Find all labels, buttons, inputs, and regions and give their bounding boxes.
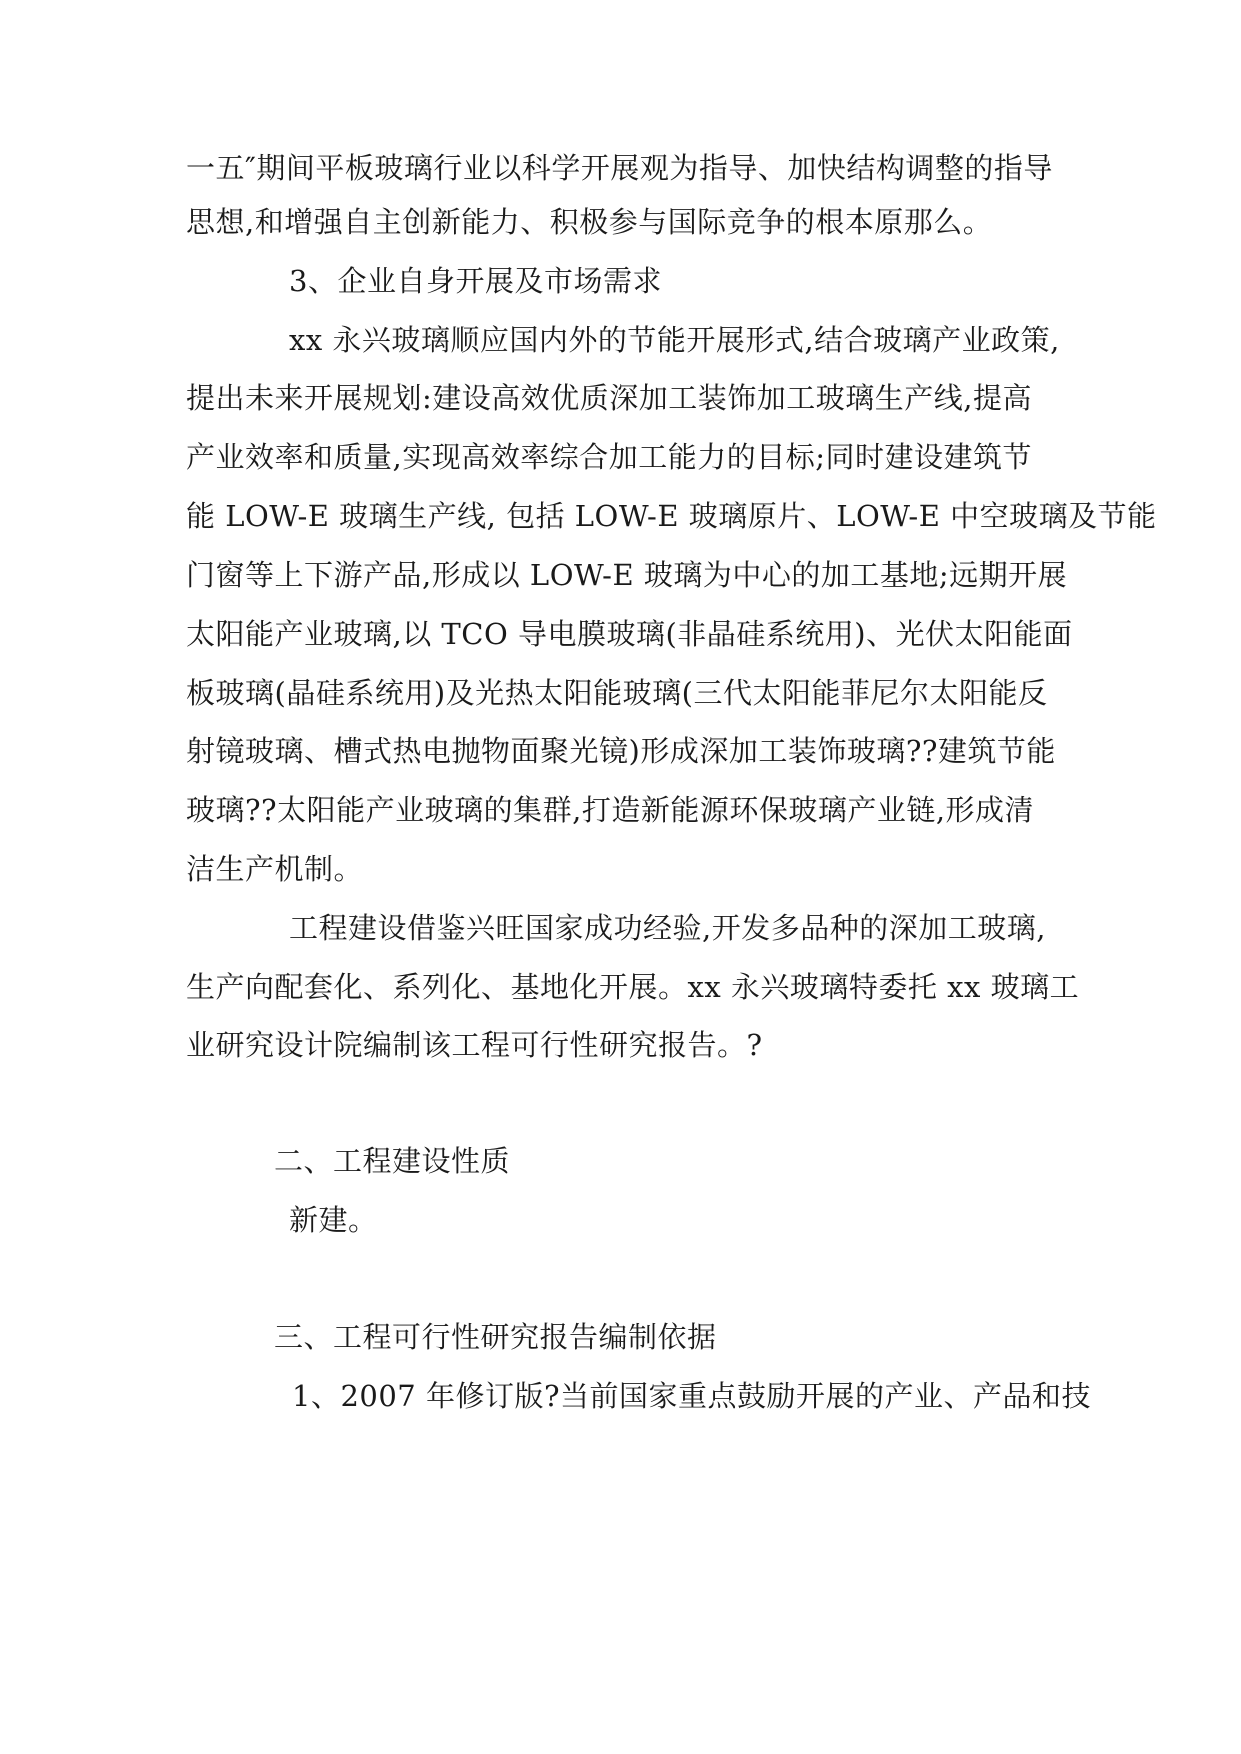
paragraph-line: 产业效率和质量,实现高效率综合加工能力的目标;同时建设建筑节 (186, 440, 1032, 474)
paragraph-line: 能 LOW-E 玻璃生产线, 包括 LOW-E 玻璃原片、LOW-E 中空玻璃及节能 (186, 499, 1157, 533)
paragraph-line: 门窗等上下游产品,形成以 LOW-E 玻璃为中心的加工基地;远期开展 (186, 558, 1068, 592)
paragraph-line: 生产向配套化、系列化、基地化开展。xx 永兴玻璃特委托 xx 玻璃工 (186, 970, 1080, 1004)
section-heading: 二、工程建设性质 (274, 1144, 511, 1178)
paragraph-line: xx 永兴玻璃顺应国内外的节能开展形式,结合玻璃产业政策, (289, 323, 1060, 357)
paragraph-line: 1、2007 年修订版?当前国家重点鼓励开展的产业、产品和技 (292, 1379, 1092, 1413)
paragraph-line: 射镜玻璃、槽式热电抛物面聚光镜)形成深加工装饰玻璃??建筑节能 (186, 734, 1056, 768)
paragraph-line: 玻璃??太阳能产业玻璃的集群,打造新能源环保玻璃产业链,形成清 (186, 793, 1035, 827)
section-heading: 3、企业自身开展及市场需求 (289, 264, 662, 298)
paragraph-line: 太阳能产业玻璃,以 TCO 导电膜玻璃(非晶硅系统用)、光伏太阳能面 (186, 617, 1073, 651)
paragraph-line: 思想,和增强自主创新能力、积极参与国际竞争的根本原那么。 (186, 205, 993, 239)
paragraph-line: 新建。 (289, 1203, 378, 1237)
paragraph-line: 板玻璃(晶硅系统用)及光热太阳能玻璃(三代太阳能菲尼尔太阳能反 (186, 676, 1048, 710)
section-heading: 三、工程可行性研究报告编制依据 (274, 1320, 717, 1354)
paragraph-line: 一五″期间平板玻璃行业以科学开展观为指导、加快结构调整的指导 (186, 151, 1053, 185)
paragraph-line: 提出未来开展规划:建设高效优质深加工装饰加工玻璃生产线,提高 (186, 381, 1032, 415)
paragraph-line: 洁生产机制。 (186, 852, 364, 886)
paragraph-line: 业研究设计院编制该工程可行性研究报告。? (186, 1028, 763, 1062)
paragraph-line: 工程建设借鉴兴旺国家成功经验,开发多品种的深加工玻璃, (289, 911, 1046, 945)
